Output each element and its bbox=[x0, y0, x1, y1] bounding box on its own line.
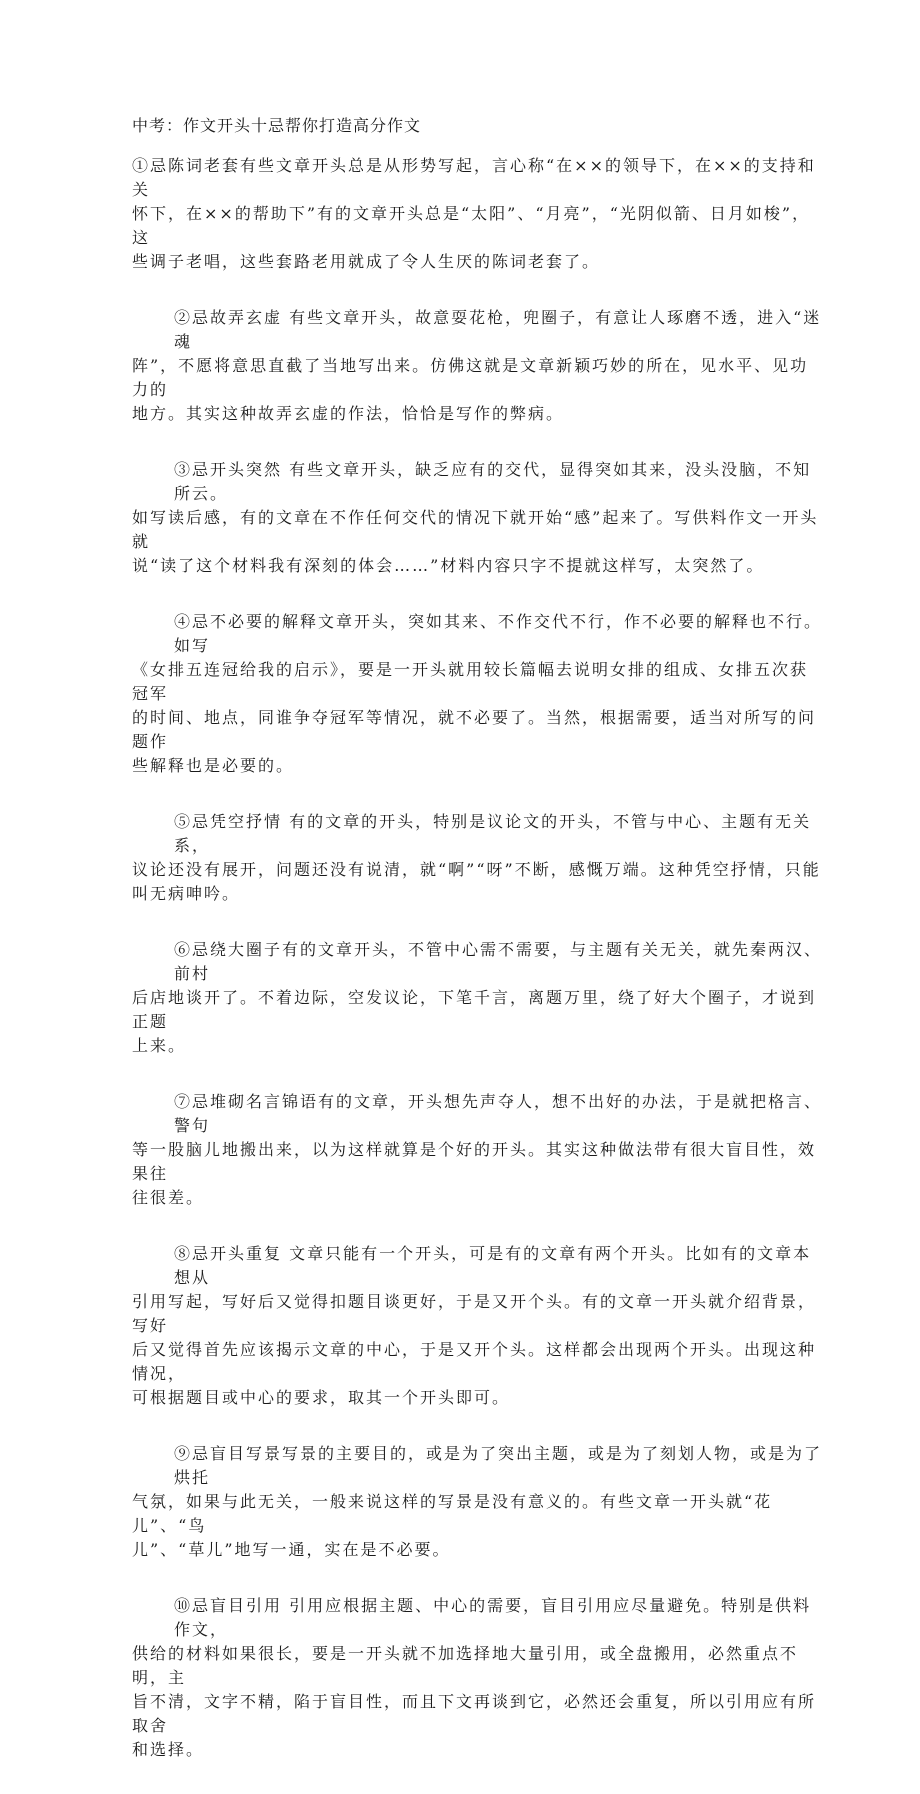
paragraph-8 bbox=[132, 1242, 822, 1410]
paragraph-line: 旨不清，文字不精，陷于盲目性，而且下文再谈到它，必然还会重复，所以引用应有所取舍 bbox=[132, 1692, 817, 1735]
paragraph-2 bbox=[132, 306, 822, 426]
paragraph-line: ⑧忌开头重复 文章只能有一个开头，可是有的文章有两个开头。比如有的文章本想从 bbox=[174, 1244, 812, 1287]
paragraph-line: 引用写起，写好后又觉得扣题目谈更好，于是又开个头。有的文章一开头就介绍背景，写好 bbox=[132, 1292, 817, 1335]
paragraph-line: ⑨忌盲目写景写景的主要目的，或是为了突出主题，或是为了刻划人物，或是为了烘托 bbox=[174, 1444, 823, 1487]
paragraph-5 bbox=[132, 810, 822, 906]
paragraph-line: 上来。 bbox=[132, 1036, 187, 1055]
paragraph-line: 可根据题目或中心的要求，取其一个开头即可。 bbox=[132, 1388, 511, 1407]
paragraph-1 bbox=[132, 154, 822, 274]
paragraph-line: ④忌不必要的解释文章开头，突如其来、不作交代不行，作不必要的解释也不行。如写 bbox=[174, 612, 823, 655]
paragraph-4 bbox=[132, 610, 822, 778]
paragraph-line: 和选择。 bbox=[132, 1740, 205, 1759]
paragraph-line: 说“读了这个材料我有深刻的体会……”材料内容只字不提就这样写，太突然了。 bbox=[132, 556, 765, 575]
paragraph-line: ⑦忌堆砌名言锦语有的文章，开头想先声夺人，想不出好的办法，于是就把格言、警句 bbox=[174, 1092, 823, 1135]
paragraph-line: ③忌开头突然 有些文章开头，缺乏应有的交代，显得突如其来，没头没脑，不知所云。 bbox=[174, 460, 812, 503]
paragraph-6 bbox=[132, 938, 822, 1058]
paragraph-line: 叫无病呻吟。 bbox=[132, 884, 241, 903]
paragraph-10 bbox=[132, 1594, 822, 1762]
paragraph-line: 往很差。 bbox=[132, 1188, 205, 1207]
document-body bbox=[132, 114, 822, 1794]
paragraph-line: ②忌故弄玄虚 有些文章开头，故意耍花枪，兜圈子，有意让人琢磨不透，进入“迷魂 bbox=[174, 308, 822, 351]
paragraph-9 bbox=[132, 1442, 822, 1562]
paragraph-line: ⑥忌绕大圈子有的文章开头，不管中心需不需要，与主题有关无关，就先秦两汉、前村 bbox=[174, 940, 823, 983]
paragraph-line: 些调子老唱，这些套路老用就成了令人生厌的陈词老套了。 bbox=[132, 252, 601, 271]
paragraph-3 bbox=[132, 458, 822, 578]
document-title: 中考：作文开头十忌帮你打造高分作文 bbox=[132, 116, 422, 135]
paragraph-line: 的时间、地点，同谁争夺冠军等情况，就不必要了。当然，根据需要，适当对所写的问题作 bbox=[132, 708, 817, 751]
paragraph-line: 《女排五连冠给我的启示》，要是一开头就用较长篇幅去说明女排的组成、女排五次获冠军 bbox=[132, 660, 809, 703]
paragraph-line: ⑩忌盲目引用 引用应根据主题、中心的需要，盲目引用应尽量避免。特别是供料作文， bbox=[174, 1596, 812, 1639]
paragraph-line: 儿”、“草儿”地写一通，实在是不必要。 bbox=[132, 1540, 451, 1559]
paragraph-line: 些解释也是必要的。 bbox=[132, 756, 295, 775]
paragraph-line: 等一股脑儿地搬出来，以为这样就算是个好的开头。其实这种做法带有很大盲目性，效果往 bbox=[132, 1140, 817, 1183]
paragraph-line: 供给的材料如果很长，要是一开头就不加选择地大量引用，或全盘搬用，必然重点不明，主 bbox=[132, 1644, 799, 1687]
paragraph-line: 阵”，不愿将意思直截了当地写出来。仿佛这就是文章新颖巧妙的所在，见水平、见功力的 bbox=[132, 356, 809, 399]
paragraph-line: 如写读后感，有的文章在不作任何交代的情况下就开始“感”起来了。写供料作文一开头就 bbox=[132, 508, 819, 551]
paragraph-7 bbox=[132, 1090, 822, 1210]
paragraph-line: 气氛，如果与此无关，一般来说这样的写景是没有意义的。有些文章一开头就“花儿”、“鸟 bbox=[132, 1492, 773, 1535]
paragraph-list bbox=[132, 154, 822, 1762]
paragraph-line: 地方。其实这种故弄玄虚的作法，恰恰是写作的弊病。 bbox=[132, 404, 565, 423]
paragraph-line: 怀下，在××的帮助下”有的文章开头总是“太阳”、“月亮”，“光阴似箭、日月如梭”，这 bbox=[132, 204, 811, 247]
paragraph-line: 后店地谈开了。不着边际，空发议论，下笔千言，离题万里，绕了好大个圈子，才说到正题 bbox=[132, 988, 817, 1031]
paragraph-line: 议论还没有展开，问题还没有说清，就“啊”“呀”不断，感慨万端。这种凭空抒情，只能 bbox=[132, 860, 821, 879]
paragraph-line: ⑤忌凭空抒情 有的文章的开头，特别是议论文的开头，不管与中心、主题有无关系， bbox=[174, 812, 812, 855]
paragraph-line: 后又觉得首先应该揭示文章的中心，于是又开个头。这样都会出现两个开头。出现这种情况， bbox=[132, 1340, 817, 1383]
paragraph-line: ①忌陈词老套有些文章开头总是从形势写起，言心称“在××的领导下，在××的支持和关 bbox=[132, 156, 816, 199]
